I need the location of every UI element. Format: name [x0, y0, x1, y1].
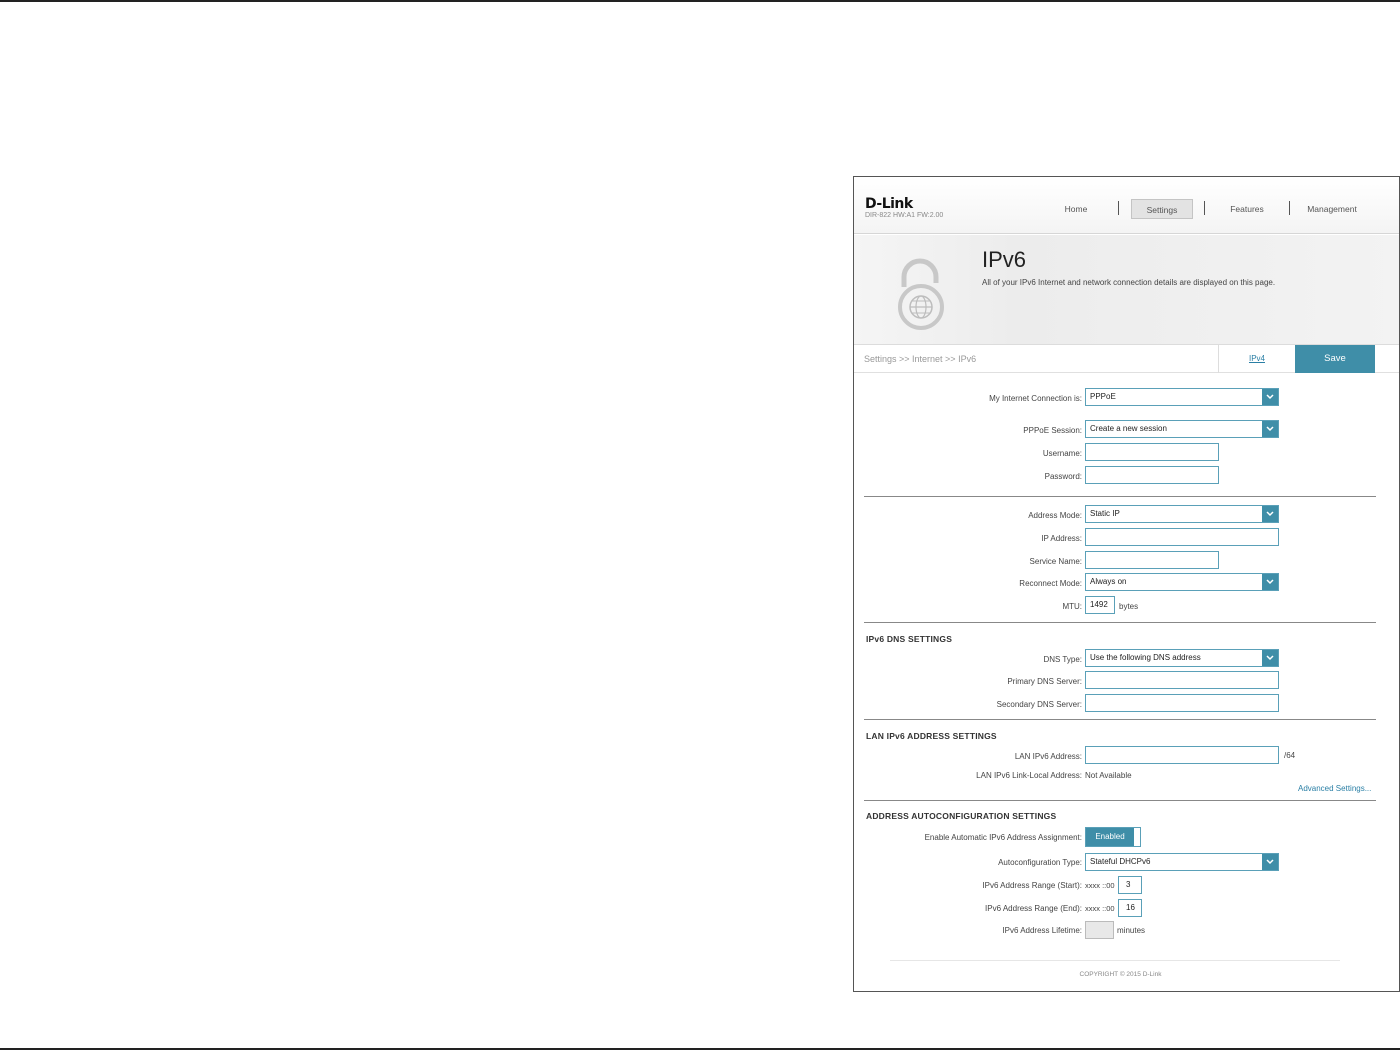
- password-label: Password:: [1044, 472, 1082, 481]
- save-button[interactable]: Save: [1295, 345, 1375, 373]
- page-bottom-rule: [0, 1048, 1400, 1050]
- section-divider: [864, 496, 1376, 497]
- chevron-down-icon: [1262, 421, 1278, 437]
- password-field[interactable]: [1085, 466, 1219, 484]
- range-end-label: IPv6 Address Range (End):: [985, 904, 1082, 913]
- primary-dns-field[interactable]: [1085, 671, 1279, 689]
- page-hero: [854, 235, 1399, 345]
- address-mode-label: Address Mode:: [1028, 511, 1082, 520]
- autoconfig-type-select[interactable]: [1085, 853, 1279, 871]
- auto-assignment-toggle[interactable]: [1085, 827, 1141, 847]
- nav-separator: [1204, 201, 1205, 215]
- range-start-field[interactable]: 3: [1118, 876, 1142, 894]
- autoconfig-type-label: Autoconfiguration Type:: [998, 858, 1082, 867]
- pppoe-session-label: PPPoE Session:: [1023, 426, 1082, 435]
- range-end-field[interactable]: 16: [1118, 899, 1142, 917]
- autoconfig-type-value: Stateful DHCPv6: [1090, 857, 1151, 866]
- page-top-rule: [0, 0, 1400, 2]
- link-local-label: LAN IPv6 Link-Local Address:: [976, 771, 1082, 780]
- address-mode-value: Static IP: [1090, 509, 1120, 518]
- footer-divider: [890, 960, 1340, 961]
- page-title: IPv6: [982, 247, 1027, 272]
- pppoe-session-value: Create a new session: [1090, 424, 1167, 433]
- username-label: Username:: [1042, 449, 1082, 458]
- breadcrumb-bar: [854, 345, 1399, 373]
- chevron-down-icon: [1262, 650, 1278, 666]
- connection-type-select[interactable]: [1085, 388, 1279, 406]
- username-field[interactable]: [1085, 443, 1219, 461]
- lan-section-title: LAN IPv6 ADDRESS SETTINGS: [866, 731, 997, 741]
- nav-features[interactable]: Features: [1230, 204, 1264, 214]
- address-mode-select[interactable]: [1085, 505, 1279, 523]
- range-start-label: IPv6 Address Range (Start):: [982, 881, 1082, 890]
- dns-type-select[interactable]: [1085, 649, 1279, 667]
- section-divider: [864, 719, 1376, 720]
- lifetime-unit: minutes: [1117, 926, 1146, 935]
- nav-separator: [1289, 201, 1290, 215]
- service-name-label: Service Name:: [1029, 557, 1082, 566]
- nav-settings[interactable]: Settings: [1131, 199, 1193, 219]
- dns-type-label: DNS Type:: [1043, 655, 1082, 664]
- ipv4-tab-link[interactable]: IPv4: [1218, 345, 1295, 373]
- range-end-prefix: xxxx ::00: [1085, 904, 1115, 913]
- connection-type-value: PPPoE: [1090, 392, 1116, 401]
- model-info: DIR-822 HW:A1 FW:2.00: [865, 212, 944, 219]
- nav-management[interactable]: Management: [1307, 204, 1357, 214]
- router-ui-window: [853, 176, 1400, 992]
- service-name-field[interactable]: [1085, 551, 1219, 569]
- lan-ipv6-address-field[interactable]: [1085, 746, 1279, 764]
- section-divider: [864, 800, 1376, 801]
- dlink-logo: D-Link: [865, 196, 913, 212]
- address-lifetime-field[interactable]: [1085, 921, 1114, 939]
- connection-type-label: My Internet Connection is:: [989, 394, 1082, 403]
- link-local-value: Not Available: [1085, 771, 1132, 780]
- page-description: All of your IPv6 Internet and network connection details are displayed on this page.: [982, 278, 1276, 287]
- copyright-footer: COPYRIGHT © 2015 D-Link: [1079, 971, 1162, 978]
- section-divider: [864, 622, 1376, 623]
- ip-address-field[interactable]: [1085, 528, 1279, 546]
- lan-ipv6-address-label: LAN IPv6 Address:: [1014, 752, 1082, 761]
- reconnect-mode-select[interactable]: [1085, 573, 1279, 591]
- enable-auto-assignment-label: Enable Automatic IPv6 Address Assignment:: [924, 833, 1082, 842]
- top-navigation-bar: [854, 177, 1399, 234]
- dns-type-value: Use the following DNS address: [1090, 653, 1201, 662]
- chevron-down-icon: [1262, 389, 1278, 405]
- pppoe-session-select[interactable]: [1085, 420, 1279, 438]
- primary-dns-label: Primary DNS Server:: [1007, 677, 1082, 686]
- reconnect-mode-value: Always on: [1090, 577, 1127, 586]
- mtu-unit: bytes: [1119, 602, 1139, 611]
- breadcrumb: Settings >> Internet >> IPv6: [864, 354, 977, 364]
- globe-lock-icon: [896, 257, 946, 333]
- nav-separator: [1118, 201, 1119, 215]
- secondary-dns-label: Secondary DNS Server:: [996, 700, 1082, 709]
- mtu-label: MTU:: [1062, 602, 1082, 611]
- ip-address-label: IP Address:: [1041, 534, 1082, 543]
- chevron-down-icon: [1262, 574, 1278, 590]
- range-start-prefix: xxxx ::00: [1085, 881, 1115, 890]
- address-lifetime-label: IPv6 Address Lifetime:: [1002, 926, 1082, 935]
- reconnect-mode-label: Reconnect Mode:: [1019, 579, 1082, 588]
- toggle-state: Enabled: [1086, 828, 1134, 846]
- nav-home[interactable]: Home: [1064, 204, 1088, 214]
- mtu-field[interactable]: 1492: [1085, 596, 1115, 614]
- advanced-settings-link[interactable]: Advanced Settings...: [1298, 784, 1372, 793]
- chevron-down-icon: [1262, 506, 1278, 522]
- chevron-down-icon: [1262, 854, 1278, 870]
- secondary-dns-field[interactable]: [1085, 694, 1279, 712]
- autoconfig-section-title: ADDRESS AUTOCONFIGURATION SETTINGS: [866, 811, 1057, 821]
- lan-prefix-length: /64: [1284, 751, 1296, 760]
- dns-section-title: IPv6 DNS SETTINGS: [866, 634, 953, 644]
